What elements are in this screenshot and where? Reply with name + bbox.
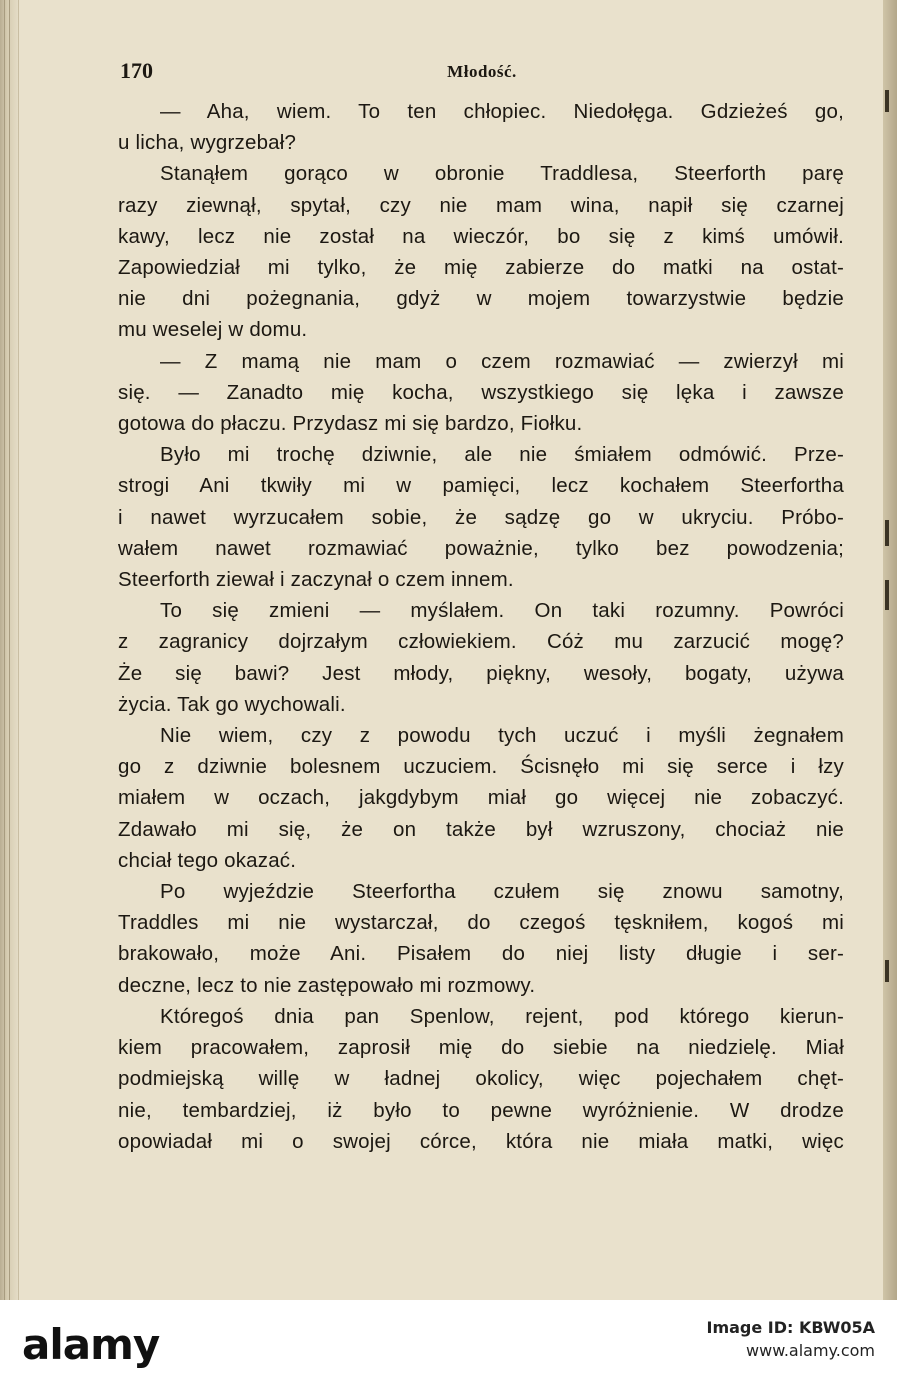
edge-mark [885, 90, 889, 112]
image-id-block [706, 1318, 875, 1360]
text-line: nie, tembardziej, iż było to pewne wyróżnienie. W drodze [118, 1098, 844, 1122]
alamy-logo: alamy [22, 1320, 160, 1369]
text-line: razy ziewnął, spytał, czy nie mam wina, napił się czarnej [118, 193, 844, 217]
text-line: kiem pracowałem, zaprosił mię do siebie na niedzielę. Miał [118, 1036, 844, 1060]
text-line: miałem w oczach, jakgdybym miał go więcej nie zobaczyć. [118, 786, 844, 810]
text-line: nie dni pożegnania, gdyż w mojem towarzystwie będzie [118, 287, 844, 311]
text-line: Że się bawi? Jest młody, piękny, wesoły, bogaty, używa [118, 661, 844, 685]
text-line: podmiejską willę w ładnej okolicy, więc pojechałem chęt- [118, 1067, 844, 1091]
text-line: brakowało, może Ani. Pisałem do niej listy długie i ser- [118, 942, 844, 966]
page-header [112, 52, 852, 96]
text-line: Zapowiedział mi tylko, że mię zabierze do matki na ostat- [118, 256, 844, 280]
edge-mark [885, 960, 889, 982]
text-line: go z dziwnie bolesnem uczuciem. Ścisnęło mi się serce i łzy [118, 755, 844, 779]
image-id: Image ID: KBW05A [706, 1318, 875, 1337]
text-line: — Z mamą nie mam o czem rozmawiać — zwierzył mi [160, 349, 844, 373]
text-line: i nawet wyrzucałem sobie, że sądzę go w ukryciu. Próbo- [118, 505, 844, 529]
text-line: — Aha, wiem. To ten chłopiec. Niedołęga. Gdzieżeś go, [160, 100, 844, 123]
text-line: Nie wiem, czy z powodu tych uczuć i myśli żegnałem [160, 724, 844, 748]
text-line: Stanąłem gorąco w obronie Traddlesa, Steerforth parę [160, 162, 844, 186]
text-line: Po wyjeździe Steerfortha czułem się znowu samotny, [160, 880, 844, 904]
book-page [112, 52, 852, 1157]
text-line: Było mi trochę dziwnie, ale nie śmiałem odmówić. Prze- [160, 443, 844, 467]
edge-mark [885, 520, 889, 546]
text-line: Zdawało mi się, że on także był wzruszony, chociaż nie [118, 817, 844, 841]
text-line: Któregoś dnia pan Spenlow, rejent, pod którego kierun- [160, 1004, 844, 1028]
text-line: mu weselej w domu. [118, 318, 308, 342]
text-line: kawy, lecz nie został na wieczór, bo się z kimś umówił. [118, 224, 844, 248]
text-line: wałem nawet rozmawiać poważnie, tylko bez powodzenia; [118, 536, 844, 560]
page-right-edge [883, 0, 897, 1300]
book-spine-edge [0, 0, 19, 1300]
text-line: Steerforth ziewał i zaczynał o czem innem. [118, 568, 514, 592]
running-title: Młodość. [447, 62, 517, 81]
text-line: opowiadał mi o swojej córce, która nie miała matki, więc [118, 1129, 844, 1153]
edge-mark [885, 580, 889, 610]
text-line: u licha, wygrzebał? [118, 131, 297, 155]
body-text [112, 96, 852, 1157]
text-line: się. — Zanadto mię kocha, wszystkiego się lęka i zawsze [118, 380, 844, 404]
text-line: deczne, lecz to nie zastępowało mi rozmowy. [118, 973, 536, 997]
text-line: Traddles mi nie wystarczał, do czegoś tęskniłem, kogoś mi [118, 911, 844, 935]
text-line: z zagranicy dojrzałym człowiekiem. Cóż mu zarzucić mogę? [118, 630, 844, 654]
text-line: chciał tego okazać. [118, 848, 297, 872]
text-line: To się zmieni — myślałem. On taki rozumny. Powróci [160, 599, 844, 623]
text-line: życia. Tak go wychowali. [118, 692, 346, 716]
text-line: strogi Ani tkwiły mi w pamięci, lecz kochałem Steerfortha [118, 474, 844, 498]
page-number: 170 [120, 58, 153, 83]
text-line: gotowa do płaczu. Przydasz mi się bardzo, Fiołku. [118, 412, 583, 436]
watermark-url: www.alamy.com [746, 1341, 875, 1360]
stock-watermark-bar [0, 1300, 897, 1390]
